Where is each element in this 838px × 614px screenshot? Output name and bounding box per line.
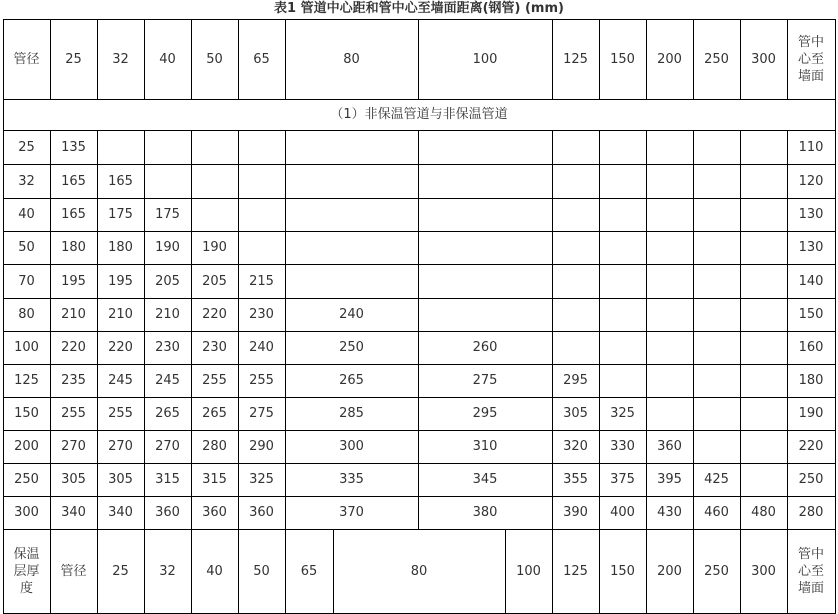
- table-cell: 215: [249, 273, 274, 289]
- table-cell: 340: [61, 505, 86, 520]
- table-cell: 255: [202, 373, 227, 388]
- table-cell: 220: [108, 340, 133, 355]
- table-cell: 460: [704, 505, 729, 520]
- table-cell: 360: [202, 505, 227, 520]
- table-cell: 275: [472, 373, 498, 388]
- column-divider: [835, 19, 836, 99]
- header-column: 150: [610, 51, 635, 67]
- table-cell: 205: [202, 273, 227, 289]
- row-to-wall: 180: [798, 373, 824, 388]
- table-cell: 290: [249, 439, 274, 454]
- header-column: 300: [751, 51, 776, 67]
- table-cell: 295: [563, 373, 588, 388]
- row-divider: [3, 130, 836, 131]
- table-cell: 270: [108, 439, 133, 454]
- table-cell: 250: [339, 340, 364, 355]
- table-title: 表1 管道中心距和管中心至墙面距离(钢管) (mm): [274, 1, 564, 16]
- table-cell: 285: [339, 406, 364, 421]
- table-cell: 315: [202, 472, 227, 487]
- table-cell: 210: [108, 307, 133, 322]
- footer-column: 65: [300, 563, 318, 579]
- row-to-wall: 190: [798, 406, 824, 421]
- table-cell: 430: [657, 505, 682, 520]
- footer-column: 300: [751, 563, 776, 579]
- header-column: 250: [704, 51, 729, 67]
- row-pipe-diameter: 200: [14, 439, 39, 454]
- header-column: 40: [159, 51, 176, 67]
- table-cell: 335: [339, 472, 364, 487]
- table-cell: 245: [155, 373, 180, 388]
- table-cell: 330: [610, 439, 635, 454]
- footer-column: 32: [159, 563, 176, 579]
- pipe-spacing-table: [3, 19, 835, 613]
- table-cell: 360: [657, 439, 682, 454]
- table-cell: 425: [704, 472, 729, 487]
- table-cell: 255: [249, 373, 274, 388]
- table-cell: 325: [249, 472, 274, 487]
- table-cell: 265: [155, 406, 180, 421]
- header-column: 25: [65, 51, 82, 67]
- column-divider: [835, 529, 836, 613]
- table-cell: 320: [563, 439, 588, 454]
- table-cell: 260: [472, 340, 498, 355]
- footer-column: 100: [516, 563, 541, 579]
- table-cell: 210: [61, 307, 86, 322]
- header-pipe-diameter: 管径: [13, 51, 40, 67]
- table-cell: 220: [202, 307, 227, 322]
- column-divider: [740, 130, 741, 529]
- footer-column: 50: [253, 563, 270, 579]
- header-column: 125: [563, 51, 588, 67]
- table-cell: 230: [249, 307, 274, 322]
- table-cell: 230: [202, 340, 227, 355]
- table-cell: 180: [61, 240, 86, 255]
- table-cell: 380: [472, 505, 498, 520]
- table-cell: 305: [563, 406, 588, 421]
- table-cell: 175: [108, 207, 133, 222]
- row-pipe-diameter: 80: [18, 307, 35, 322]
- row-pipe-diameter: 100: [14, 340, 39, 355]
- table-cell: 305: [108, 472, 133, 487]
- table-cell: 270: [61, 439, 86, 454]
- footer-column: 40: [206, 563, 223, 579]
- footer-column: 250: [704, 563, 729, 579]
- table-cell: 270: [155, 439, 180, 454]
- table-cell: 315: [155, 472, 180, 487]
- footer-column: 80: [410, 563, 428, 579]
- table-cell: 195: [61, 273, 86, 289]
- row-to-wall: 130: [798, 240, 824, 255]
- table-cell: 400: [610, 505, 635, 520]
- row-to-wall: 150: [798, 307, 824, 322]
- row-pipe-diameter: 250: [14, 472, 39, 487]
- header-to-wall: 管中 心至 墙面: [797, 34, 824, 84]
- table-cell: 360: [249, 505, 274, 520]
- section-title: （1）非保温管道与非保温管道: [330, 107, 508, 122]
- footer-pipe-diameter: 管径: [60, 563, 87, 579]
- header-column: 200: [657, 51, 682, 67]
- table-cell: 190: [155, 240, 180, 255]
- header-column: 32: [112, 51, 129, 67]
- table-cell: 180: [108, 240, 133, 255]
- header-column: 100: [472, 51, 498, 67]
- row-pipe-diameter: 32: [18, 173, 35, 189]
- footer-column: 200: [657, 563, 682, 579]
- table-cell: 310: [472, 439, 498, 454]
- footer-to-wall: 管中 心至 墙面: [797, 546, 824, 596]
- table-cell: 240: [339, 307, 364, 322]
- table-cell: 305: [61, 472, 86, 487]
- row-pipe-diameter: 70: [18, 273, 35, 289]
- table-cell: 245: [108, 373, 133, 388]
- table-cell: 255: [108, 406, 133, 421]
- row-to-wall: 120: [798, 173, 824, 189]
- table-cell: 255: [61, 406, 86, 421]
- table-cell: 325: [610, 406, 635, 421]
- table-cell: 300: [339, 439, 364, 454]
- table-cell: 390: [563, 505, 588, 520]
- row-to-wall: 110: [798, 139, 824, 155]
- table-cell: 165: [108, 173, 133, 189]
- footer-column: 25: [112, 563, 129, 579]
- table-cell: 165: [61, 207, 86, 222]
- footer-insulation-thickness: 保温 层厚 度: [13, 546, 40, 596]
- table-cell: 355: [563, 472, 588, 487]
- footer-column: 150: [610, 563, 635, 579]
- table-cell: 370: [339, 505, 364, 520]
- header-column: 80: [343, 51, 360, 67]
- table-cell: 205: [155, 273, 180, 289]
- row-pipe-diameter: 150: [14, 406, 39, 421]
- table-cell: 175: [155, 207, 180, 222]
- row-to-wall: 220: [798, 439, 824, 454]
- row-to-wall: 280: [798, 505, 824, 520]
- footer-column: 125: [563, 563, 588, 579]
- column-divider: [835, 130, 836, 529]
- row-pipe-diameter: 25: [18, 139, 35, 155]
- table-cell: 295: [472, 406, 498, 421]
- table-cell: 345: [472, 472, 498, 487]
- table-cell: 190: [202, 240, 227, 255]
- table-cell: 165: [61, 173, 86, 189]
- table-cell: 195: [108, 273, 133, 289]
- table-cell: 210: [155, 307, 180, 322]
- row-to-wall: 250: [798, 472, 824, 487]
- table-cell: 395: [657, 472, 682, 487]
- column-divider: [835, 99, 836, 130]
- table-cell: 375: [610, 472, 635, 487]
- header-column: 50: [206, 51, 223, 67]
- header-column: 65: [253, 51, 270, 67]
- table-cell: 220: [61, 340, 86, 355]
- table-cell: 240: [249, 340, 274, 355]
- table-cell: 280: [202, 439, 227, 454]
- table-cell: 275: [249, 406, 274, 421]
- table-cell: 235: [61, 373, 86, 388]
- row-pipe-diameter: 125: [14, 373, 39, 388]
- table-cell: 360: [155, 505, 180, 520]
- table-cell: 265: [202, 406, 227, 421]
- row-pipe-diameter: 300: [14, 505, 39, 520]
- row-to-wall: 160: [798, 340, 824, 355]
- row-to-wall: 140: [798, 273, 824, 289]
- table-cell: 230: [155, 340, 180, 355]
- table-cell: 480: [751, 505, 776, 520]
- row-to-wall: 130: [798, 207, 824, 222]
- table-cell: 340: [108, 505, 133, 520]
- row-pipe-diameter: 50: [18, 240, 35, 255]
- table-cell: 135: [61, 139, 86, 155]
- table-cell: 265: [339, 373, 364, 388]
- row-pipe-diameter: 40: [18, 207, 35, 222]
